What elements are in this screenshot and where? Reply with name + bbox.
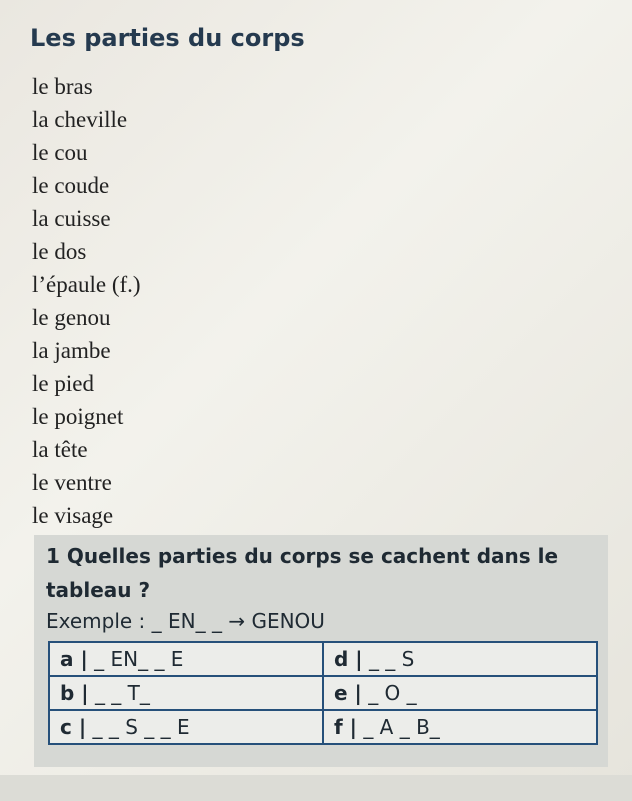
cell-pattern: _ _ S _ _ E <box>92 715 190 739</box>
vocab-item: la cheville <box>32 107 128 132</box>
grid-row <box>49 676 597 710</box>
vocab-item: le visage <box>32 503 114 528</box>
vocab-item: la cuisse <box>32 206 111 231</box>
cell-label: c | <box>60 715 87 739</box>
cell-label: f | <box>334 715 357 739</box>
vocab-item: le bras <box>32 74 93 99</box>
vocab-item: le pied <box>32 371 94 396</box>
puzzle-grid <box>48 641 598 745</box>
vocab-item: l’épaule (f.) <box>32 272 141 297</box>
page-bottom-strip <box>0 775 632 801</box>
exercise-box <box>34 535 608 767</box>
section-title: Les parties du corps <box>30 24 305 52</box>
vocab-item: la tête <box>32 437 88 462</box>
grid-cell <box>49 676 323 710</box>
cell-label: b | <box>60 681 89 705</box>
vocab-item: le cou <box>32 140 88 165</box>
cell-pattern: _ _ S <box>368 647 415 671</box>
cell-label: d | <box>334 647 363 671</box>
cell-label: e | <box>334 681 362 705</box>
exercise-example: Exemple : _ EN_ _ → GENOU <box>46 609 325 633</box>
vocab-item: le genou <box>32 305 111 330</box>
exercise-question: 1 Quelles parties du corps se cachent dans le tableau ? <box>46 544 559 602</box>
vocabulary-list <box>32 70 141 532</box>
cell-pattern: _ A _ B_ <box>363 715 440 739</box>
cell-label: a | <box>60 647 88 671</box>
grid-cell <box>323 710 597 744</box>
grid-row <box>49 710 597 744</box>
vocab-item: le coude <box>32 173 110 198</box>
grid-cell <box>49 710 323 744</box>
vocab-item: le poignet <box>32 404 124 429</box>
cell-pattern: _ _ T_ <box>94 681 150 705</box>
vocab-item: le ventre <box>32 470 112 495</box>
vocab-item: le dos <box>32 239 87 264</box>
vocab-item: la jambe <box>32 338 111 363</box>
grid-cell <box>323 676 597 710</box>
cell-pattern: _ O _ <box>368 681 417 705</box>
grid-cell <box>323 642 597 676</box>
cell-pattern: _ EN_ _ E <box>94 647 184 671</box>
grid-row <box>49 642 597 676</box>
grid-cell <box>49 642 323 676</box>
